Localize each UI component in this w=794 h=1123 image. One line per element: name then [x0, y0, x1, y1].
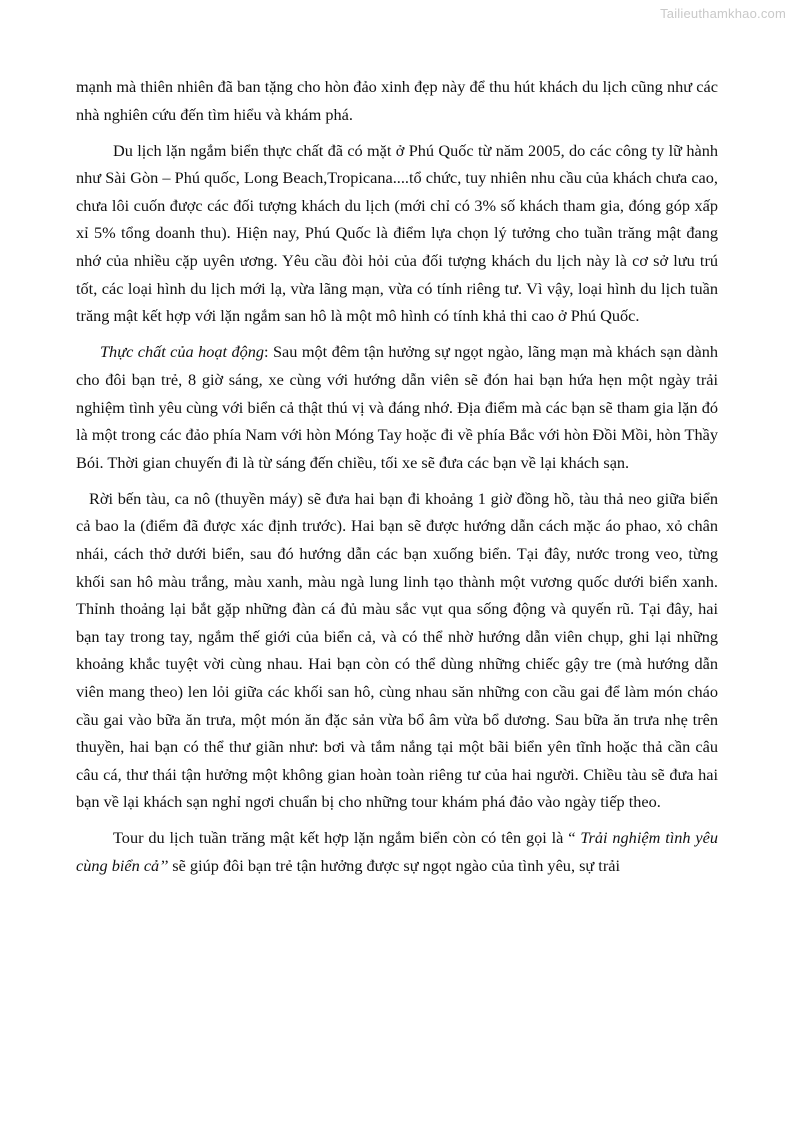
paragraph-tour-name: [76, 824, 718, 879]
paragraph-activity-essence: [76, 338, 718, 476]
tour-name-after: sẽ giúp đôi bạn trẻ tận hưởng được sự ngọt ngào của tình yêu, sự trải: [168, 856, 621, 876]
document-page: [76, 73, 718, 888]
activity-essence-label: Thực chất của hoạt động: [100, 342, 265, 362]
tour-name-title: Trải nghiệm tình yêu cùng biển cả’’: [76, 828, 719, 876]
tour-name-before: Tour du lịch tuần trăng mật kết hợp lặn ngắm biển còn có tên gọi là “: [113, 828, 581, 848]
activity-essence-text: : Sau một đêm tận hưởng sự ngọt ngào, lãng mạn mà khách sạn dành cho đôi bạn trẻ, 8 giờ sáng, xe cùng với hướng dẫn viên sẽ đón hai bạn hứa hẹn một ngày trải nghiệm tình yêu cùng với biển cả thật thú vị và đáng nhớ. Địa điểm mà các bạn sẽ tham gia lặn đó là một trong các đảo phía Nam với hòn Móng Tay hoặc đi về phía Bắc với hòn Đồi Mồi, hòn Thầy Bói. Thời gian chuyến đi là từ sáng đến chiều, tối xe sẽ đưa các bạn về lại khách sạn.: [76, 342, 718, 472]
watermark-text: Tailieuthamkhao.com: [660, 6, 786, 21]
paragraph-intro-continuation: mạnh mà thiên nhiên đã ban tặng cho hòn đảo xinh đẹp này để thu hút khách du lịch cũng như các nhà nghiên cứu đến tìm hiểu và khám phá.: [76, 77, 718, 124]
paragraph-trip-description: Rời bến tàu, ca nô (thuyền máy) sẽ đưa hai bạn đi khoảng 1 giờ đồng hồ, tàu thả neo giữa biển cả bao la (điểm đã được xác định trước). Hai bạn sẽ được hướng dẫn cách mặc áo phao, xỏ chân nhái, cách thở dưới biển, sau đó hướng dẫn các bạn xuống biển. Tại đây, nước trong veo, từng khối san hô màu trắng, màu xanh, màu ngà lung linh tạo thành một vương quốc dưới biển xanh. Thỉnh thoảng lại bắt gặp những đàn cá đủ màu sắc vụt qua sống động và quyến rũ. Tại đây, hai bạn tay trong tay, ngắm thế giới của biển cả, và có thể nhờ hướng dẫn viên chụp, ghi lại những khoảng khắc tuyệt vời cùng nhau. Hai bạn còn có thể dùng những chiếc gậy tre (mà hướng dẫn viên mang theo) len lỏi giữa các khối san hô, cùng nhau săn những con cầu gai để làm món cháo cầu gai vào bữa ăn trưa, một món ăn đặc sản vừa bổ âm vừa bổ dương. Sau bữa ăn trưa nhẹ trên thuyền, hai bạn có thể thư giãn như: bơi và tắm nắng tại một bãi biển yên tĩnh hoặc thả cần câu câu cá, thư thái tận hưởng một không gian hoàn toàn riêng tư của hai người. Chiều tàu sẽ đưa hai bạn về lại khách sạn nghỉ ngơi chuẩn bị cho những tour khám phá đảo vào ngày tiếp theo.: [76, 488, 718, 812]
paragraph-diving-tourism: Du lịch lặn ngắm biển thực chất đã có mặt ở Phú Quốc từ năm 2005, do các công ty lữ hành như Sài Gòn – Phú quốc, Long Beach,Tropicana....tổ chức, tuy nhiên nhu cầu của khách chưa cao, chưa lôi cuốn được các đối tượng khách du lịch (mới chỉ có 3% số khách tham gia, đóng góp xấp xỉ 5% tổng doanh thu). Hiện nay, Phú Quốc là điểm lựa chọn lý tưởng cho tuần trăng mật đang nhớ của nhiều cặp uyên ương. Yêu cầu đòi hỏi của đối tượng khách du lịch này là cơ sở lưu trú tốt, các loại hình du lịch mới lạ, vừa lãng mạn, vừa có tính riêng tư. Vì vậy, loại hình du lịch tuần trăng mật kết hợp với lặn ngắm san hô là một mô hình có tính khả thi cao ở Phú Quốc.: [76, 140, 718, 326]
